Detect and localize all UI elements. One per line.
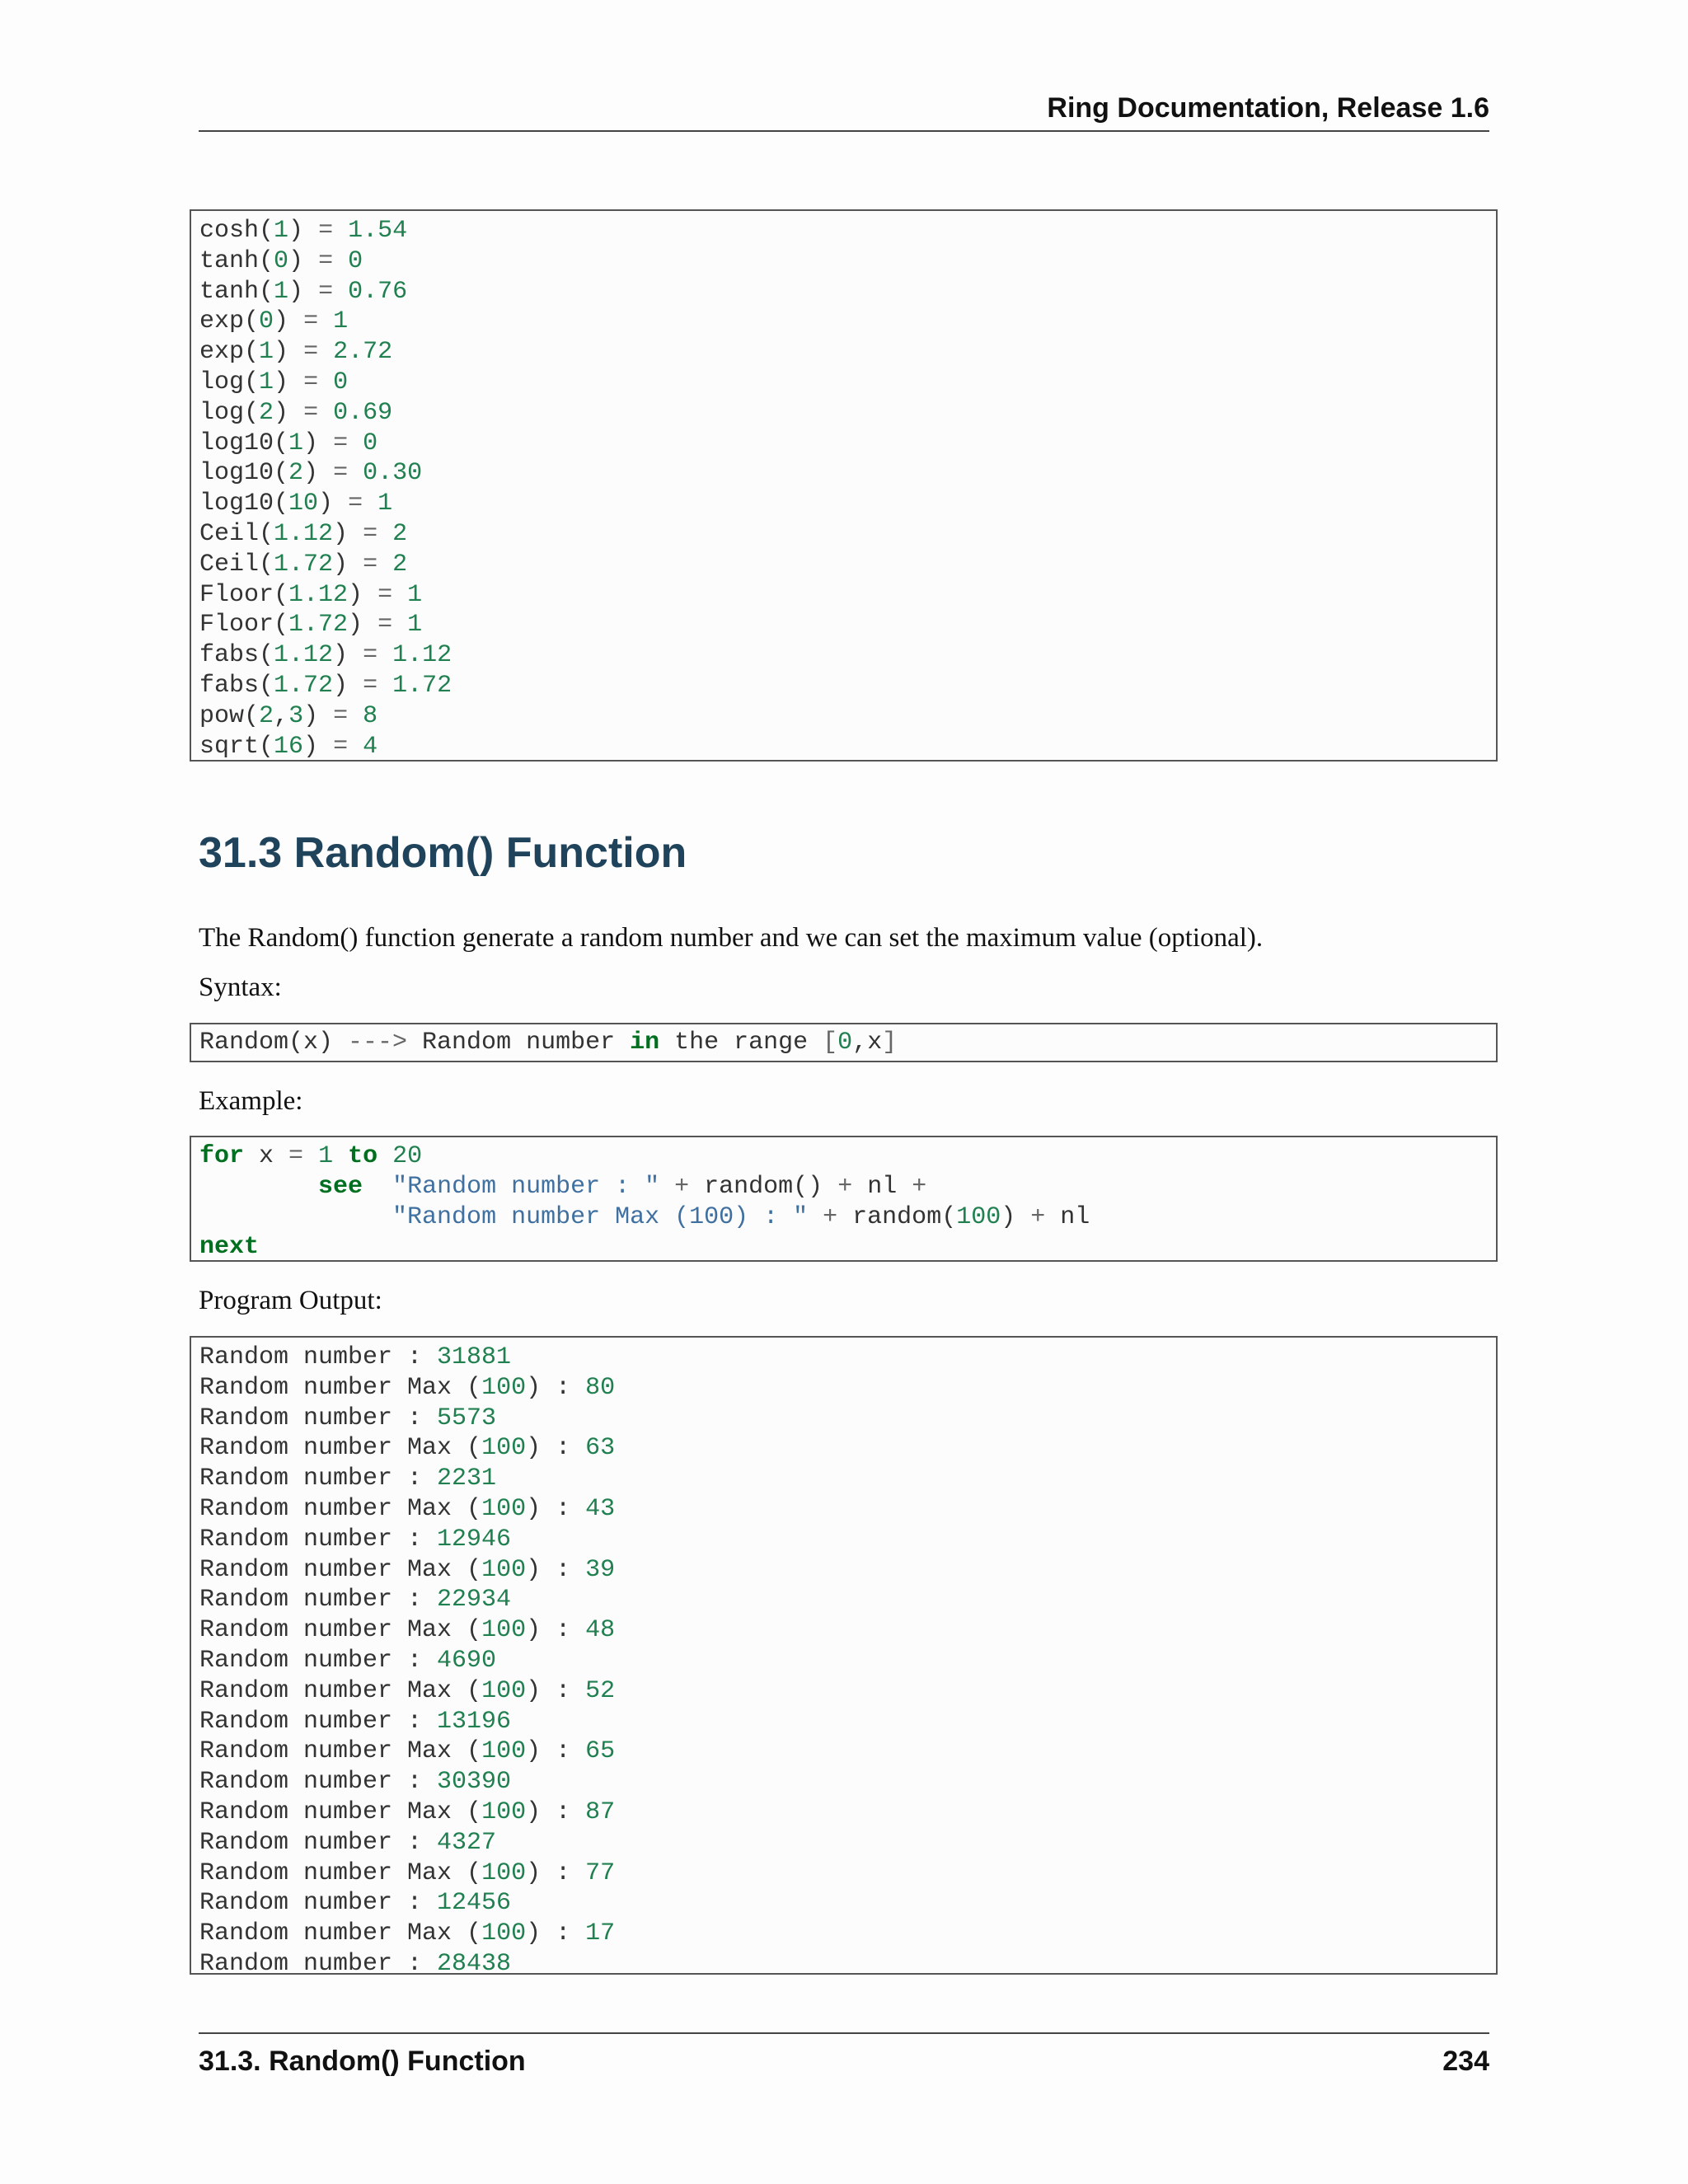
code-token [392, 581, 407, 609]
code-token [333, 217, 348, 245]
code-token: Random number : [199, 1525, 438, 1554]
code-token: "Random number : " [392, 1172, 660, 1201]
random-value: 65 [585, 1737, 616, 1766]
program-output-line [199, 1858, 1488, 1889]
code-token [333, 1142, 348, 1170]
code-token: ( [259, 277, 274, 306]
program-output-line [199, 1646, 1488, 1676]
code-token: ( [244, 307, 260, 336]
code-token: ) [333, 671, 363, 700]
function-name: cosh [199, 217, 260, 245]
code-token: + [823, 1202, 838, 1231]
code-token: ) [318, 490, 349, 518]
code-token: Random number Max ( [199, 1434, 482, 1463]
math-output-line [199, 429, 1488, 459]
code-token: ) : [526, 1555, 586, 1584]
code-token: ) [333, 550, 363, 579]
code-token [199, 1173, 318, 1201]
code-token: ,x [852, 1029, 883, 1057]
code-token: ) : [526, 1919, 586, 1948]
equals-operator: = [303, 398, 319, 427]
program-output-line [199, 1888, 1488, 1919]
code-token: ) [333, 519, 363, 548]
result-value: 1 [377, 490, 393, 518]
equals-operator: = [333, 732, 349, 761]
max-argument: 100 [481, 1616, 527, 1645]
code-token: ) [288, 246, 319, 275]
result-value: 8 [363, 701, 378, 730]
random-value: 43 [585, 1494, 616, 1523]
code-token: 100 [956, 1202, 1001, 1231]
code-token: 1 [318, 1142, 334, 1170]
function-name: exp [199, 338, 245, 367]
code-token [659, 1173, 674, 1201]
program-output-line [199, 1797, 1488, 1828]
program-output-line [199, 1707, 1488, 1737]
argument-value: 16 [274, 732, 304, 761]
argument-value: 1 [259, 338, 274, 367]
math-output-line [199, 216, 1488, 246]
code-token: Random number : [199, 1465, 438, 1493]
code-token: ( [274, 580, 289, 609]
code-token: ) [303, 701, 334, 730]
code-token: [ [823, 1029, 838, 1057]
code-token: ( [259, 217, 274, 245]
math-output-line [199, 337, 1488, 368]
program-output-line [199, 1433, 1488, 1464]
code-token: ( [274, 429, 289, 457]
program-output-line [199, 1828, 1488, 1858]
function-name: fabs [199, 671, 260, 700]
function-name: sqrt [199, 732, 260, 761]
random-value: 87 [585, 1797, 616, 1826]
max-argument: 100 [481, 1555, 527, 1584]
random-value: 4690 [437, 1646, 497, 1675]
function-name: pow [199, 701, 245, 730]
code-token: ) : [526, 1373, 586, 1402]
argument-value: 1 [259, 368, 274, 396]
argument-value: 1.12 [274, 519, 334, 548]
code-token: ] [882, 1029, 898, 1057]
page-number: 234 [1442, 2046, 1489, 2077]
code-token: Random number Max ( [199, 1919, 482, 1948]
function-name: Floor [199, 580, 274, 609]
equals-operator: = [318, 246, 334, 275]
random-value: 63 [585, 1434, 616, 1463]
function-name: log [199, 368, 245, 396]
code-token [318, 368, 333, 396]
equals-operator: = [303, 307, 319, 336]
math-output-line [199, 519, 1488, 550]
code-token: the range [659, 1029, 823, 1057]
math-output-line [199, 580, 1488, 611]
argument-value: 1.72 [274, 550, 334, 579]
result-value: 0.30 [363, 459, 423, 488]
math-output-line [199, 246, 1488, 277]
code-token: ( [259, 641, 274, 670]
code-token: + [912, 1172, 927, 1201]
equals-operator: = [363, 550, 378, 579]
function-name: exp [199, 307, 245, 336]
program-output-line [199, 1555, 1488, 1586]
function-name: Floor [199, 611, 274, 640]
syntax-code-block [190, 1023, 1498, 1062]
output-label: Program Output: [199, 1286, 382, 1315]
code-token: ) [288, 217, 319, 245]
code-token [348, 733, 363, 761]
program-output-line [199, 1343, 1488, 1373]
argument-value: 1.72 [274, 671, 334, 700]
function-name: fabs [199, 641, 260, 670]
code-token [318, 307, 333, 335]
example-code-line [199, 1202, 1488, 1233]
code-token: Random number : [199, 1768, 438, 1797]
program-output-line [199, 1949, 1488, 1980]
code-token: ( [259, 732, 274, 761]
code-token: ) : [526, 1434, 586, 1463]
argument-value: 2 [259, 398, 274, 427]
program-output-line [199, 1585, 1488, 1615]
code-token: ( [274, 459, 289, 488]
argument-value: 2 [288, 459, 304, 488]
max-argument: 100 [481, 1373, 527, 1402]
math-output-line [199, 732, 1488, 762]
code-token: ) [348, 611, 378, 640]
code-token: ) [274, 338, 304, 367]
argument-value: 1.72 [288, 611, 349, 640]
result-value: 1.72 [392, 671, 452, 700]
random-value: 4327 [437, 1828, 497, 1857]
code-token: nl [852, 1172, 912, 1201]
result-value: 0 [363, 429, 378, 457]
argument-value: 3 [288, 701, 304, 730]
code-token [318, 399, 333, 427]
program-output-line [199, 1494, 1488, 1525]
program-output-line [199, 1676, 1488, 1707]
random-value: 22934 [437, 1586, 512, 1615]
random-value: 30390 [437, 1768, 512, 1797]
code-token: Random number : [199, 1343, 438, 1371]
code-token: Random number Max ( [199, 1676, 482, 1705]
math-output-line [199, 550, 1488, 580]
code-token [199, 1203, 392, 1231]
code-token: , [274, 701, 289, 730]
code-token: ) [274, 368, 304, 396]
program-output-line [199, 1404, 1488, 1434]
code-token: Random number : [199, 1404, 438, 1432]
section-heading: 31.3 Random() Function [199, 829, 687, 877]
code-token: ) [303, 459, 334, 488]
program-output-line [199, 1525, 1488, 1555]
code-token: random() [689, 1172, 838, 1201]
math-output-line [199, 610, 1488, 640]
code-token: ) [288, 277, 319, 306]
function-name: tanh [199, 246, 260, 275]
random-value: 31881 [437, 1343, 512, 1371]
random-value: 77 [585, 1858, 616, 1887]
header-title: Ring Documentation, Release 1.6 [1047, 92, 1489, 124]
equals-operator: = [318, 277, 334, 306]
code-token: + [674, 1172, 690, 1201]
equals-operator: = [333, 701, 349, 730]
code-token [377, 672, 392, 700]
code-token: "Random number Max (100) : " [392, 1202, 809, 1231]
code-token: Random number Max ( [199, 1858, 482, 1887]
page-header [199, 92, 1489, 132]
function-name: log [199, 398, 245, 427]
code-token: ) [303, 429, 334, 457]
random-value: 5573 [437, 1404, 497, 1432]
equals-operator: = [377, 611, 393, 640]
code-token: + [837, 1172, 853, 1201]
code-token: ( [259, 519, 274, 548]
example-code-block [190, 1136, 1498, 1262]
code-token [303, 1142, 318, 1170]
code-token [348, 702, 363, 730]
code-token: Random number Max ( [199, 1555, 482, 1584]
math-output-line [199, 307, 1488, 337]
math-output-line [199, 671, 1488, 701]
intro-paragraph: The Random() function generate a random number and we can set the maximum value (optional). [199, 923, 1264, 953]
code-token: ) [333, 641, 363, 670]
result-value: 2 [392, 519, 408, 548]
code-token: in [630, 1029, 660, 1057]
code-token: ) : [526, 1797, 586, 1826]
random-value: 12456 [437, 1889, 512, 1918]
code-token: ) : [526, 1616, 586, 1645]
equals-operator: = [348, 490, 363, 518]
code-token: Random number : [199, 1646, 438, 1675]
code-token: nl [1045, 1202, 1090, 1231]
code-token: Random number Max ( [199, 1737, 482, 1766]
program-output-line [199, 1919, 1488, 1949]
random-value: 52 [585, 1676, 616, 1705]
random-value: 28438 [437, 1949, 512, 1978]
page-footer [199, 2032, 1489, 2078]
math-output-line [199, 398, 1488, 429]
argument-value: 1 [288, 429, 304, 457]
example-code-line [199, 1172, 1488, 1202]
code-token: ) : [526, 1858, 586, 1887]
math-output-line [199, 368, 1488, 398]
result-value: 0.69 [333, 398, 393, 427]
function-name: log10 [199, 429, 274, 457]
code-token [348, 429, 363, 457]
code-token: ) : [526, 1676, 586, 1705]
random-value: 48 [585, 1616, 616, 1645]
argument-value: 0 [274, 246, 289, 275]
result-value: 1.12 [392, 641, 452, 670]
argument-value: 2 [259, 701, 274, 730]
function-name: Ceil [199, 519, 260, 548]
result-value: 0 [333, 368, 349, 396]
math-output-line [199, 640, 1488, 671]
result-value: 1 [333, 307, 349, 336]
result-value: 1 [407, 580, 423, 609]
code-token: Random number Max ( [199, 1616, 482, 1645]
equals-operator: = [333, 429, 349, 457]
code-token: Random number : [199, 1707, 438, 1736]
code-token [377, 520, 392, 548]
function-name: log10 [199, 459, 274, 488]
equals-operator: = [318, 217, 334, 245]
equals-operator: = [303, 368, 319, 396]
random-value: 80 [585, 1373, 616, 1402]
code-token [377, 551, 392, 579]
code-token: random( [837, 1202, 957, 1231]
function-name: log10 [199, 490, 274, 518]
max-argument: 100 [481, 1434, 527, 1463]
argument-value: 0 [259, 307, 274, 336]
random-value: 13196 [437, 1707, 512, 1736]
max-argument: 100 [481, 1737, 527, 1766]
code-token: Random number : [199, 1889, 438, 1918]
example-label: Example: [199, 1086, 303, 1116]
example-code-line [199, 1232, 1488, 1263]
code-token [808, 1203, 823, 1231]
equals-operator: = [363, 641, 378, 670]
code-token [348, 459, 363, 487]
code-token: for [199, 1142, 245, 1170]
code-token: Random number : [199, 1828, 438, 1857]
code-token: Random number : [199, 1949, 438, 1978]
code-token [318, 338, 333, 366]
code-token: ( [259, 671, 274, 700]
footer-section-title: 31.3. Random() Function [199, 2046, 526, 2077]
code-token [377, 1142, 392, 1170]
equals-operator: = [303, 338, 319, 367]
result-value: 0 [348, 246, 363, 275]
code-token: ( [244, 338, 260, 367]
code-token [363, 490, 377, 518]
code-token: ( [259, 550, 274, 579]
equals-operator: = [363, 671, 378, 700]
argument-value: 10 [288, 490, 319, 518]
math-output-line [199, 277, 1488, 307]
result-value: 1.54 [348, 217, 408, 245]
code-token [377, 641, 392, 669]
code-token: Random number : [199, 1586, 438, 1615]
math-output-line [199, 458, 1488, 489]
program-output-line [199, 1464, 1488, 1494]
program-output-line [199, 1767, 1488, 1797]
code-token: ) [274, 398, 304, 427]
code-token [333, 247, 348, 275]
syntax-code-line [199, 1028, 1488, 1058]
code-token [392, 611, 407, 639]
argument-value: 1 [274, 217, 289, 245]
result-value: 2.72 [333, 338, 393, 367]
math-output-line [199, 701, 1488, 732]
code-token [363, 1173, 392, 1201]
result-value: 0.76 [348, 277, 408, 306]
result-value: 4 [363, 732, 378, 761]
result-value: 1 [407, 611, 423, 640]
function-name: tanh [199, 277, 260, 306]
code-token: ) : [526, 1737, 586, 1766]
code-token: ---> [348, 1029, 408, 1057]
random-value: 2231 [437, 1465, 497, 1493]
max-argument: 100 [481, 1494, 527, 1523]
program-output-code-block [190, 1336, 1498, 1978]
math-output-code-block [190, 209, 1498, 762]
argument-value: 1.12 [288, 580, 349, 609]
code-token: ( [244, 368, 260, 396]
code-token: to [348, 1142, 378, 1170]
example-code-line [199, 1141, 1488, 1172]
code-token: 0 [837, 1029, 853, 1057]
code-token: = [288, 1142, 304, 1170]
max-argument: 100 [481, 1858, 527, 1887]
code-token: Random number Max ( [199, 1373, 482, 1402]
code-token: ) [303, 732, 334, 761]
code-token: ) [274, 307, 304, 336]
equals-operator: = [333, 459, 349, 488]
code-token: Random number Max ( [199, 1494, 482, 1523]
code-token: + [1030, 1202, 1046, 1231]
code-token: Random(x) [199, 1029, 349, 1057]
program-output-line [199, 1373, 1488, 1404]
code-token: ( [244, 398, 260, 427]
code-token: see [318, 1172, 363, 1201]
code-token: Random number Max ( [199, 1797, 482, 1826]
code-token: x [244, 1142, 289, 1170]
code-token: Random number [407, 1029, 631, 1057]
equals-operator: = [363, 519, 378, 548]
max-argument: 100 [481, 1797, 527, 1826]
syntax-label: Syntax: [199, 972, 282, 1002]
code-token: ( [274, 490, 289, 518]
code-token: ( [259, 246, 274, 275]
code-token: ) : [526, 1494, 586, 1523]
code-token: ) [348, 580, 378, 609]
code-token [333, 278, 348, 306]
program-output-line [199, 1615, 1488, 1646]
max-argument: 100 [481, 1919, 527, 1948]
argument-value: 1 [274, 277, 289, 306]
equals-operator: = [377, 580, 393, 609]
math-output-line [199, 489, 1488, 519]
random-value: 12946 [437, 1525, 512, 1554]
result-value: 2 [392, 550, 408, 579]
random-value: 39 [585, 1555, 616, 1584]
random-value: 17 [585, 1919, 616, 1948]
code-token: ) [1001, 1202, 1031, 1231]
max-argument: 100 [481, 1676, 527, 1705]
argument-value: 1.12 [274, 641, 334, 670]
code-token: ( [244, 701, 260, 730]
code-token: ( [274, 611, 289, 640]
code-token: 20 [392, 1142, 423, 1170]
function-name: Ceil [199, 550, 260, 579]
program-output-line [199, 1736, 1488, 1767]
code-token: next [199, 1233, 260, 1262]
